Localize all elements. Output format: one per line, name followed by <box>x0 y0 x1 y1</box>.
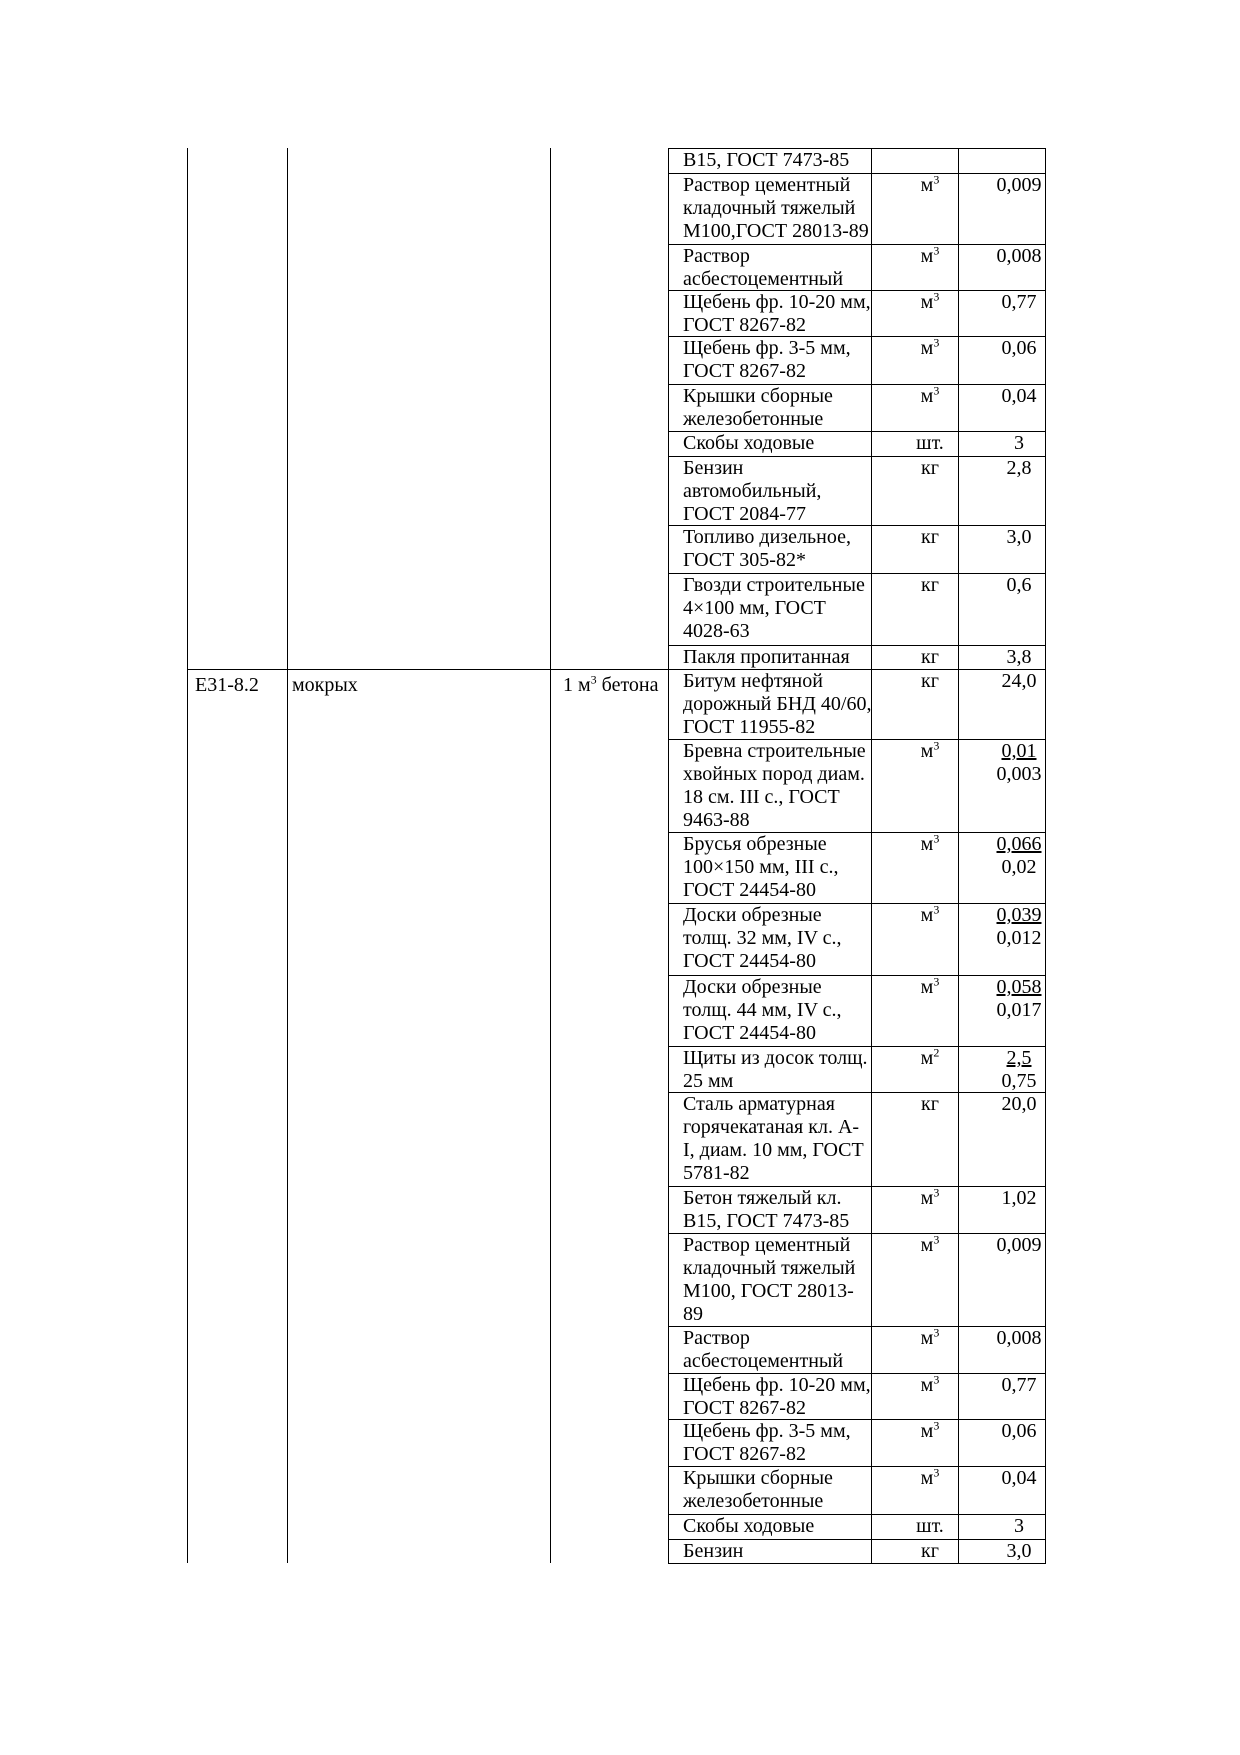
unit-text: м <box>920 1187 934 1209</box>
value-cell <box>975 1374 1063 1397</box>
resource-name-line: ГОСТ 11955-82 <box>683 716 816 738</box>
unit-sup: 3 <box>933 902 940 917</box>
resource-name <box>683 833 888 904</box>
resource-name-line: Раствор <box>683 245 750 267</box>
resource-name-line: 100×150 мм, III с., <box>683 856 839 878</box>
resource-name-line: ГОСТ 8267-82 <box>683 1397 806 1419</box>
resource-name-line: Скобы ходовые <box>683 432 815 454</box>
resource-name <box>683 337 888 385</box>
value-cell <box>975 1234 1063 1257</box>
value-text: 0,008 <box>996 1327 1042 1349</box>
value-text: 0,008 <box>996 245 1042 267</box>
resource-name-line: Бетон тяжелый кл. <box>683 1187 842 1209</box>
unit-text: м <box>920 976 934 998</box>
unit-cell <box>886 174 974 197</box>
unit-cell <box>886 291 974 314</box>
column-divider <box>668 148 669 1563</box>
unit-cell <box>886 1515 974 1538</box>
resource-name <box>683 670 888 740</box>
unit-text: м <box>920 740 934 762</box>
resource-name <box>683 1093 888 1187</box>
resource-name-line: Топливо дизельное, <box>683 526 851 548</box>
resource-name <box>683 1234 888 1327</box>
value-cell <box>975 1047 1063 1093</box>
value-cell <box>975 432 1063 455</box>
unit-sup: 3 <box>933 172 940 187</box>
value-denominator: 0,02 <box>1001 856 1037 878</box>
resource-name-line: 18 см. III с., ГОСТ <box>683 786 840 808</box>
resource-name-line: В15, ГОСТ 7473-85 <box>683 149 850 171</box>
value-numerator: 2,5 <box>1006 1047 1032 1069</box>
resource-name-line: дорожный БНД 40/60, <box>683 693 872 715</box>
unit-text: кг <box>921 1093 939 1115</box>
unit-text: м <box>920 174 934 196</box>
resource-name <box>683 1047 888 1093</box>
value-cell <box>975 1420 1063 1443</box>
code-text: Е31-8.2 <box>195 674 259 696</box>
value-text: 2,8 <box>1006 457 1032 479</box>
value-cell <box>975 526 1063 549</box>
unit-sup: 3 <box>933 243 940 258</box>
value-cell <box>975 740 1063 786</box>
resource-name <box>683 646 888 670</box>
unit-sup: 3 <box>933 1325 940 1340</box>
unit-text: м <box>920 1467 934 1489</box>
unit-cell <box>886 526 974 549</box>
value-cell <box>975 457 1063 480</box>
value-text: 3,8 <box>1006 646 1032 668</box>
unit-cell <box>886 457 974 480</box>
unit-cell <box>886 1327 974 1350</box>
description-cell <box>292 674 358 697</box>
resource-name-line: 4×100 мм, ГОСТ <box>683 597 826 619</box>
value-cell <box>975 174 1063 197</box>
group-divider <box>187 669 669 670</box>
value-text: 0,04 <box>1001 385 1037 407</box>
measure-sup: 3 <box>590 672 597 687</box>
value-cell <box>975 646 1063 669</box>
unit-text: кг <box>921 574 939 596</box>
resource-name-line: 5781-82 <box>683 1162 750 1184</box>
resource-name-line: Бревна строительные <box>683 740 866 762</box>
unit-text: кг <box>921 1540 939 1562</box>
unit-cell <box>886 646 974 669</box>
measure-suffix: бетона <box>596 674 659 696</box>
resource-name <box>683 291 888 337</box>
unit-cell <box>886 432 974 455</box>
value-text: 3 <box>1014 1515 1024 1537</box>
resource-name-line: Щебень фр. 10-20 мм, <box>683 1374 871 1396</box>
unit-cell <box>886 385 974 408</box>
resource-name-line: асбестоцементный <box>683 1350 844 1372</box>
unit-cell <box>886 976 974 999</box>
unit-text: кг <box>921 646 939 668</box>
unit-cell <box>886 833 974 856</box>
unit-sup: 3 <box>933 974 940 989</box>
unit-sup: 2 <box>933 1045 940 1060</box>
unit-text: м <box>920 904 934 926</box>
resource-name-line: горячекатаная кл. А- <box>683 1116 860 1138</box>
value-denominator: 0,012 <box>996 927 1042 949</box>
unit-text: м <box>920 337 934 359</box>
resource-name <box>683 245 888 291</box>
measure-text: 1 м <box>563 674 591 696</box>
resource-name <box>683 1374 888 1420</box>
resource-name-line: Щиты из досок толщ. <box>683 1047 868 1069</box>
value-numerator: 0,01 <box>1001 740 1037 762</box>
resource-name-line: Доски обрезные <box>683 976 822 998</box>
resource-name-line: кладочный тяжелый <box>683 1257 856 1279</box>
value-cell <box>975 1093 1063 1116</box>
value-text: 3,0 <box>1006 1540 1032 1562</box>
unit-text: м <box>920 1047 934 1069</box>
resource-name <box>683 1540 888 1564</box>
resource-name <box>683 976 888 1047</box>
unit-cell <box>886 670 974 693</box>
resource-name-line: Бензин <box>683 457 744 479</box>
unit-sup: 3 <box>933 1232 940 1247</box>
resource-name-line: Щебень фр. 10-20 мм, <box>683 291 871 313</box>
value-text: 0,06 <box>1001 337 1037 359</box>
resource-name-line: Раствор <box>683 1327 750 1349</box>
resource-name-line: ГОСТ 305-82* <box>683 549 806 571</box>
resource-name-line: железобетонные <box>683 408 824 430</box>
value-cell <box>975 245 1063 268</box>
unit-cell <box>886 1374 974 1397</box>
resource-name-line: Битум нефтяной <box>683 670 823 692</box>
resource-name-line: автомобильный, <box>683 480 822 502</box>
resource-name-line: 4028-63 <box>683 620 750 642</box>
value-cell <box>975 976 1063 1022</box>
value-numerator: 0,058 <box>996 976 1042 998</box>
unit-sup: 3 <box>933 1465 940 1480</box>
unit-text: шт. <box>916 432 944 454</box>
value-denominator: 0,75 <box>1001 1070 1037 1092</box>
unit-sup: 3 <box>933 1185 940 1200</box>
measure-cell <box>563 674 659 697</box>
value-text: 24,0 <box>1001 670 1037 692</box>
resource-name-line: асбестоцементный <box>683 268 844 290</box>
value-text: 0,77 <box>1001 291 1037 313</box>
unit-sup: 3 <box>933 383 940 398</box>
resource-name-line: толщ. 44 мм, IV с., <box>683 999 842 1021</box>
value-cell <box>975 574 1063 597</box>
unit-sup: 3 <box>933 335 940 350</box>
resource-name-line: Раствор цементный <box>683 1234 851 1256</box>
resource-name <box>683 457 888 526</box>
resource-name-line: 89 <box>683 1303 703 1325</box>
unit-cell <box>886 1467 974 1490</box>
unit-text: м <box>920 291 934 313</box>
resource-name <box>683 904 888 976</box>
resource-name-line: хвойных пород диам. <box>683 763 865 785</box>
resource-name-line: I, диам. 10 мм, ГОСТ <box>683 1139 864 1161</box>
value-cell <box>975 337 1063 360</box>
value-cell <box>975 1515 1063 1538</box>
unit-cell <box>886 1420 974 1443</box>
resource-name-line: Гвозди строительные <box>683 574 865 596</box>
unit-cell <box>886 245 974 268</box>
unit-text: м <box>920 1327 934 1349</box>
resource-name <box>683 385 888 432</box>
resource-name-line: ГОСТ 24454-80 <box>683 1022 816 1044</box>
unit-cell <box>886 1047 974 1070</box>
resource-name-line: М100, ГОСТ 28013- <box>683 1280 854 1302</box>
value-text: 0,6 <box>1006 574 1032 596</box>
resource-name-line: толщ. 32 мм, IV с., <box>683 927 842 949</box>
resource-name-line: ГОСТ 2084-77 <box>683 503 806 525</box>
value-cell <box>975 1187 1063 1210</box>
value-cell <box>975 1467 1063 1490</box>
value-text: 0,009 <box>996 1234 1042 1256</box>
unit-text: м <box>920 1234 934 1256</box>
resource-name-line: В15, ГОСТ 7473-85 <box>683 1210 850 1232</box>
value-text: 20,0 <box>1001 1093 1037 1115</box>
resource-name-line: ГОСТ 8267-82 <box>683 360 806 382</box>
value-cell <box>975 833 1063 879</box>
resource-name-line: 9463-88 <box>683 809 750 831</box>
column-divider <box>287 148 288 1563</box>
resource-name-line: кладочный тяжелый <box>683 197 856 219</box>
unit-cell <box>886 574 974 597</box>
unit-text: кг <box>921 457 939 479</box>
code-cell <box>195 674 259 697</box>
value-text: 0,04 <box>1001 1467 1037 1489</box>
value-cell <box>975 670 1063 693</box>
resource-name-line: Брусья обрезные <box>683 833 827 855</box>
resource-name <box>683 1327 888 1374</box>
value-cell <box>975 1327 1063 1350</box>
resource-name-line: ГОСТ 24454-80 <box>683 950 816 972</box>
resource-name-line: Крышки сборные <box>683 1467 833 1489</box>
value-text: 3 <box>1014 432 1024 454</box>
resource-name <box>683 526 888 574</box>
resource-name-line: 25 мм <box>683 1070 734 1092</box>
unit-text: м <box>920 1420 934 1442</box>
value-cell <box>975 1540 1063 1563</box>
unit-text: кг <box>921 526 939 548</box>
column-divider <box>550 148 551 1563</box>
resource-name <box>683 740 888 833</box>
unit-sup: 3 <box>933 831 940 846</box>
resource-name <box>683 1515 888 1540</box>
unit-sup: 3 <box>933 1418 940 1433</box>
resource-name <box>683 1467 888 1515</box>
unit-text: м <box>920 833 934 855</box>
resource-name-line: Скобы ходовые <box>683 1515 815 1537</box>
resource-name <box>683 574 888 646</box>
unit-cell <box>886 740 974 763</box>
unit-text: м <box>920 245 934 267</box>
resource-name-line: Щебень фр. 3-5 мм, <box>683 337 851 359</box>
resource-name-line: Бензин <box>683 1540 744 1562</box>
resource-name-line: Крышки сборные <box>683 385 833 407</box>
unit-text: кг <box>921 670 939 692</box>
unit-text: шт. <box>916 1515 944 1537</box>
resource-name-line: Сталь арматурная <box>683 1093 835 1115</box>
unit-cell <box>886 1234 974 1257</box>
unit-cell <box>886 337 974 360</box>
unit-cell <box>886 1540 974 1563</box>
resource-name-line: М100,ГОСТ 28013-89 <box>683 220 869 242</box>
value-text: 0,06 <box>1001 1420 1037 1442</box>
value-text: 3,0 <box>1006 526 1032 548</box>
description-text: мокрых <box>292 674 358 696</box>
resource-name-line: ГОСТ 8267-82 <box>683 1443 806 1465</box>
value-cell <box>975 385 1063 408</box>
resource-name-line: железобетонные <box>683 1490 824 1512</box>
resource-name <box>683 1420 888 1467</box>
resource-name-line: Щебень фр. 3-5 мм, <box>683 1420 851 1442</box>
value-denominator: 0,017 <box>996 999 1042 1021</box>
resource-name <box>683 1187 888 1234</box>
resource-name <box>683 432 888 457</box>
resource-name-line: Доски обрезные <box>683 904 822 926</box>
resource-name-line: Пакля пропитанная <box>683 646 850 668</box>
resource-name-line: ГОСТ 8267-82 <box>683 314 806 336</box>
value-text: 0,009 <box>996 174 1042 196</box>
resource-name-line: ГОСТ 24454-80 <box>683 879 816 901</box>
value-numerator: 0,039 <box>996 904 1042 926</box>
value-cell <box>975 291 1063 314</box>
column-divider <box>187 148 188 1563</box>
resource-name <box>683 174 888 245</box>
unit-sup: 3 <box>933 738 940 753</box>
unit-sup: 3 <box>933 1372 940 1387</box>
value-denominator: 0,003 <box>996 763 1042 785</box>
value-text: 1,02 <box>1001 1187 1037 1209</box>
value-cell <box>975 904 1063 950</box>
unit-cell <box>886 1093 974 1116</box>
unit-text: м <box>920 385 934 407</box>
value-text: 0,77 <box>1001 1374 1037 1396</box>
unit-sup: 3 <box>933 289 940 304</box>
resource-name-line: Раствор цементный <box>683 174 851 196</box>
unit-cell <box>886 904 974 927</box>
unit-cell <box>886 1187 974 1210</box>
unit-text: м <box>920 1374 934 1396</box>
resource-name <box>683 149 888 174</box>
value-numerator: 0,066 <box>996 833 1042 855</box>
